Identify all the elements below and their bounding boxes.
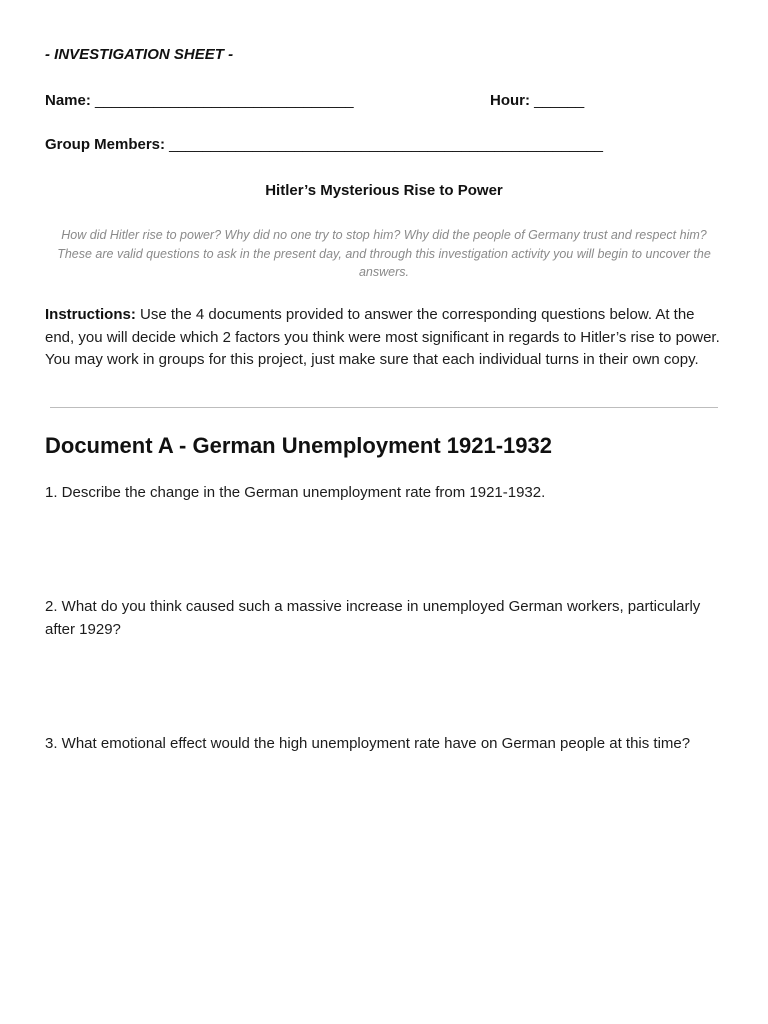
hour-label: Hour: <box>490 92 530 109</box>
name-field[interactable] <box>45 92 354 109</box>
intro-paragraph: How did Hitler rise to power? Why did no one try to stop him? Why did the people of Germany trust and respect him? These are valid questions to ask in the present day, and through this investigation activity you will begin to uncover the answers. <box>57 228 711 279</box>
question-2: 2. What do you think caused such a massive increase in unemployed German workers, particularly after 1929? <box>45 598 701 638</box>
question-3: 3. What emotional effect would the high unemployment rate have on German people at this time? <box>45 735 691 752</box>
instructions-lead: Instructions: <box>45 306 136 323</box>
group-members-label: Group Members: <box>45 136 166 153</box>
section-divider <box>50 407 718 408</box>
name-blank-line[interactable]: _______________________________ <box>90 92 354 109</box>
hour-field[interactable] <box>490 92 584 109</box>
group-members-field[interactable] <box>45 136 603 153</box>
hour-blank-line[interactable]: ______ <box>530 92 585 109</box>
sheet-header: - INVESTIGATION SHEET - <box>45 46 234 63</box>
document-a-heading: Document A - German Unemployment 1921-1932 <box>45 433 552 458</box>
instructions-paragraph <box>45 304 725 372</box>
group-members-blank-line[interactable]: ____________________________________________________ <box>165 136 603 153</box>
instructions-text: Use the 4 documents provided to answer the corresponding questions below. At the end, you will decide which 2 factors you think were most significant in regards to Hitler’s rise to power. You may work in groups for this project, just make sure that each individual turns in their own copy. <box>45 306 720 369</box>
question-1: 1. Describe the change in the German unemployment rate from 1921-1932. <box>45 484 546 501</box>
sheet-title: Hitler’s Mysterious Rise to Power <box>265 182 503 199</box>
name-label: Name: <box>45 92 91 109</box>
